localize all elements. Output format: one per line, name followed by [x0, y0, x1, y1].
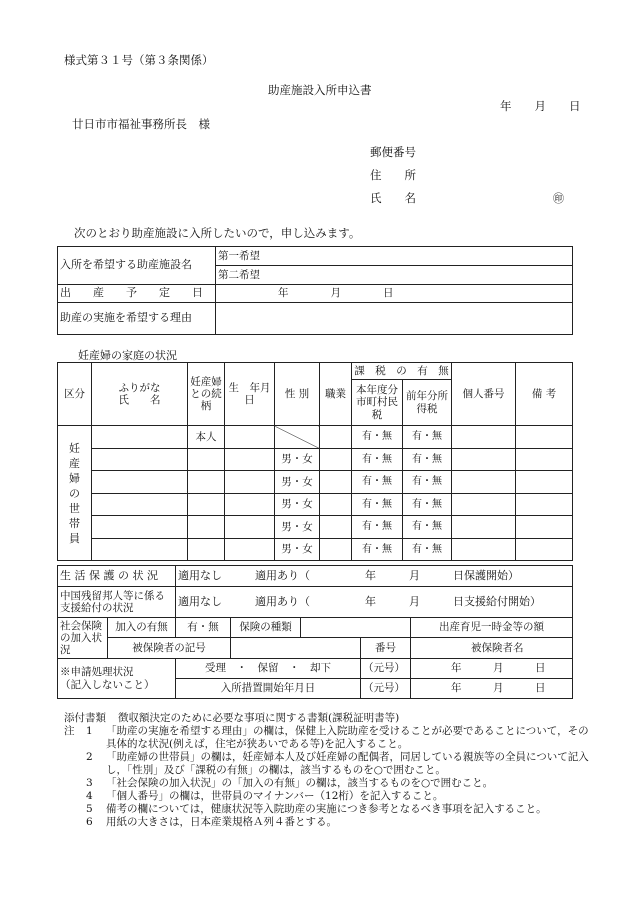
note-text: 用紙の大きさは，日本産業規格Ａ列４番とする。 — [106, 816, 337, 828]
header-shimei: 氏 名 — [118, 394, 161, 406]
mynumber-cell[interactable] — [452, 426, 516, 449]
name-cell[interactable] — [92, 516, 188, 539]
mynumber-cell[interactable] — [452, 471, 516, 494]
header-relation: 妊産婦との続柄 — [188, 363, 225, 426]
birth-cell[interactable] — [225, 426, 275, 449]
job-cell[interactable] — [320, 493, 352, 516]
relation-cell[interactable] — [188, 448, 225, 471]
header-job: 職業 — [320, 363, 352, 426]
china-label: 中国残留邦人等に係る支援給付の状況 — [58, 587, 176, 618]
header-tax: 課 税 の 有 無 — [352, 363, 452, 380]
insured-name-label: 被保険者名 — [411, 638, 573, 659]
seal-icon: ㊞ — [553, 192, 564, 205]
tax-city-cell[interactable]: 有・無 — [352, 516, 403, 539]
name-cell[interactable] — [92, 493, 188, 516]
application-table — [57, 246, 573, 335]
mynumber-cell[interactable] — [452, 538, 516, 561]
note-number: 2 — [86, 751, 93, 763]
note-text: 「社会保険の加入状況」の「加入の有無」の欄は，該当するものを○で囲むこと。 — [106, 777, 494, 789]
processing-era-2: （元号） — [361, 679, 411, 699]
table-row — [58, 426, 573, 449]
header-kubun: 区分 — [58, 363, 92, 426]
processing-date-1: 年 月 日 — [411, 659, 573, 679]
remarks-cell[interactable] — [516, 493, 573, 516]
relation-cell[interactable] — [188, 516, 225, 539]
intro-text: 次のとおり助産施設に入所したいので，申し込みます。 — [74, 226, 361, 240]
job-cell[interactable] — [320, 471, 352, 494]
relation-cell[interactable] — [188, 471, 225, 494]
note-item — [64, 816, 589, 829]
insurance-lump-label: 出産育児一時金等の額 — [411, 618, 573, 638]
sex-cell[interactable]: 男・女 — [275, 538, 320, 561]
processing-date-2: 年 月 日 — [411, 679, 573, 699]
header-tax-income: 前年分所得税 — [403, 380, 452, 426]
table-row — [58, 471, 573, 494]
mynumber-cell[interactable] — [452, 516, 516, 539]
note-text: 備考の欄については，健康状況等入院助産の実施につき参考となるべき事項を記入すること。 — [106, 803, 547, 815]
china-value[interactable]: 適用なし 適用あり（ 年 月 日支援給付開始） — [176, 587, 573, 618]
tax-income-cell[interactable]: 有・無 — [403, 516, 452, 539]
facility-label: 入所を希望する助産施設名 — [58, 247, 216, 285]
header-sex: 性 別 — [275, 363, 320, 426]
job-cell[interactable] — [320, 538, 352, 561]
tax-city-cell[interactable]: 有・無 — [352, 471, 403, 494]
application-date[interactable]: 年 月 日 — [500, 99, 581, 113]
attachments-text: 徴収額決定のために必要な事項に関する書類(課税証明書等) — [118, 712, 400, 724]
note-item — [64, 803, 589, 816]
name-cell[interactable] — [92, 448, 188, 471]
notes-key — [64, 751, 86, 777]
header-furigana: ふりがな — [118, 381, 161, 394]
sex-cell[interactable]: 男・女 — [275, 516, 320, 539]
note-text: 「個人番号」の欄は，世帯員のマイナンバー（12桁）を記入すること。 — [106, 790, 444, 802]
birth-cell[interactable] — [225, 493, 275, 516]
sex-cell[interactable]: 男・女 — [275, 493, 320, 516]
processing-status: 受理 ・ 保留 ・ 却下 — [176, 659, 361, 679]
note-number: 5 — [86, 803, 93, 815]
name-cell[interactable] — [92, 471, 188, 494]
job-cell[interactable] — [320, 426, 352, 449]
insurance-join-label: 加入の有無 — [108, 618, 176, 638]
header-name — [92, 363, 188, 426]
note-text: 「助産婦の世帯員」の欄は，妊産婦本人及び妊産婦の配偶者，同居している親族等の全員について記入し，「性別」及び「課税の有無」の欄は，該当するものを○で囲むこと。 — [106, 751, 589, 776]
reason-field[interactable] — [216, 303, 573, 335]
notes-list — [64, 725, 589, 829]
tax-city-cell[interactable]: 有・無 — [352, 493, 403, 516]
header-birth: 生 年月 日 — [225, 363, 275, 426]
due-date-field[interactable]: 年 月 日 — [216, 285, 573, 303]
remarks-cell[interactable] — [516, 516, 573, 539]
insurance-number-label: 番号 — [361, 638, 411, 659]
notes-key: 注 — [64, 725, 75, 737]
table-row — [58, 516, 573, 539]
attachments-row — [64, 712, 589, 725]
tax-income-cell[interactable]: 有・無 — [403, 493, 452, 516]
notes-key — [64, 790, 86, 803]
notes-key — [64, 816, 86, 829]
processing-label — [58, 659, 176, 699]
note-number: 1 — [86, 725, 93, 737]
welfare-label: 生 活 保 護 の 状 況 — [58, 566, 176, 587]
header-tax-city: 本年度分市町村民税 — [352, 380, 403, 426]
addressee: 廿日市市福祉事務所長 様 — [72, 117, 210, 131]
notes-key — [64, 803, 86, 816]
note-item — [64, 777, 589, 790]
relation-cell[interactable] — [188, 538, 225, 561]
note-item — [64, 725, 589, 751]
birth-cell[interactable] — [225, 516, 275, 539]
birth-cell[interactable] — [225, 538, 275, 561]
address-label: 住 所 — [370, 168, 416, 182]
table-row — [58, 538, 573, 561]
remarks-cell[interactable] — [516, 471, 573, 494]
sex-cell[interactable] — [275, 426, 320, 449]
processing-label-2: （記入しないこと） — [60, 678, 155, 691]
processing-label-1: ※申請処理状況 — [60, 666, 134, 679]
tax-income-cell[interactable]: 有・無 — [403, 426, 452, 449]
reason-label: 助産の実施を希望する理由 — [58, 303, 216, 335]
note-number: 6 — [86, 816, 93, 828]
tax-income-cell[interactable]: 有・無 — [403, 448, 452, 471]
tax-city-cell[interactable]: 有・無 — [352, 426, 403, 449]
processing-era-1: （元号） — [361, 659, 411, 679]
remarks-cell[interactable] — [516, 448, 573, 471]
job-cell[interactable] — [320, 516, 352, 539]
relation-cell[interactable]: 本人 — [188, 426, 225, 449]
page-title: 助産施設入所申込書 — [268, 83, 372, 97]
notes-section — [64, 712, 589, 829]
sex-cell[interactable]: 男・女 — [275, 448, 320, 471]
mynumber-cell[interactable] — [452, 448, 516, 471]
name-cell[interactable] — [92, 538, 188, 561]
tax-city-cell[interactable]: 有・無 — [352, 538, 403, 561]
birth-cell[interactable] — [225, 471, 275, 494]
header-mynumber: 個人番号 — [452, 363, 516, 426]
processing-start-label: 入所措置開始年月日 — [176, 679, 361, 699]
note-number: 4 — [86, 790, 93, 802]
job-cell[interactable] — [320, 448, 352, 471]
note-item — [64, 751, 589, 777]
birth-cell[interactable] — [225, 448, 275, 471]
attachments-key: 添付書類 — [64, 712, 106, 724]
note-item — [64, 790, 589, 803]
insurance-symbol-field[interactable] — [231, 638, 361, 659]
note-number: 3 — [86, 777, 93, 789]
remarks-cell[interactable] — [516, 426, 573, 449]
insurance-join-value[interactable]: 有・無 — [176, 618, 231, 638]
household-caption: 妊産婦の家庭の状況 — [78, 349, 177, 362]
insurance-kind-label: 保険の種類 — [231, 618, 301, 638]
facility-second-choice[interactable]: 第二希望 — [216, 266, 573, 285]
note-text: 「助産の実施を希望する理由」の欄は，保健上入院助産を受けることが必要であることについて，その具体的な状況(例えば，住宅が狭あいである等)を記入すること。 — [106, 725, 589, 750]
sex-cell[interactable]: 男・女 — [275, 471, 320, 494]
insurance-symbol-label: 被保険者の記号 — [108, 638, 231, 659]
tax-income-cell[interactable]: 有・無 — [403, 471, 452, 494]
remarks-cell[interactable] — [516, 538, 573, 561]
welfare-value[interactable]: 適用なし 適用あり（ 年 月 日保護開始） — [176, 566, 573, 587]
household-table — [57, 362, 573, 561]
status-table — [57, 565, 573, 699]
postal-label: 郵便番号 — [370, 145, 416, 159]
name-label: 氏 名 — [370, 191, 416, 205]
relation-cell[interactable] — [188, 493, 225, 516]
household-side-label: 妊 産 婦 の 世 帯 員 — [58, 426, 92, 561]
mynumber-cell[interactable] — [452, 493, 516, 516]
name-cell[interactable] — [92, 426, 188, 449]
notes-key — [64, 777, 86, 790]
form-number: 様式第３１号（第３条関係） — [64, 53, 214, 67]
facility-first-choice[interactable]: 第一希望 — [216, 247, 573, 266]
tax-income-cell[interactable]: 有・無 — [403, 538, 452, 561]
table-row — [58, 448, 573, 471]
insurance-label: 社会保険の加入状況 — [58, 618, 108, 659]
tax-city-cell[interactable]: 有・無 — [352, 448, 403, 471]
header-remarks: 備 考 — [516, 363, 573, 426]
table-row — [58, 493, 573, 516]
insurance-kind-field[interactable] — [301, 618, 411, 638]
due-date-label: 出 産 予 定 日 — [58, 285, 216, 303]
